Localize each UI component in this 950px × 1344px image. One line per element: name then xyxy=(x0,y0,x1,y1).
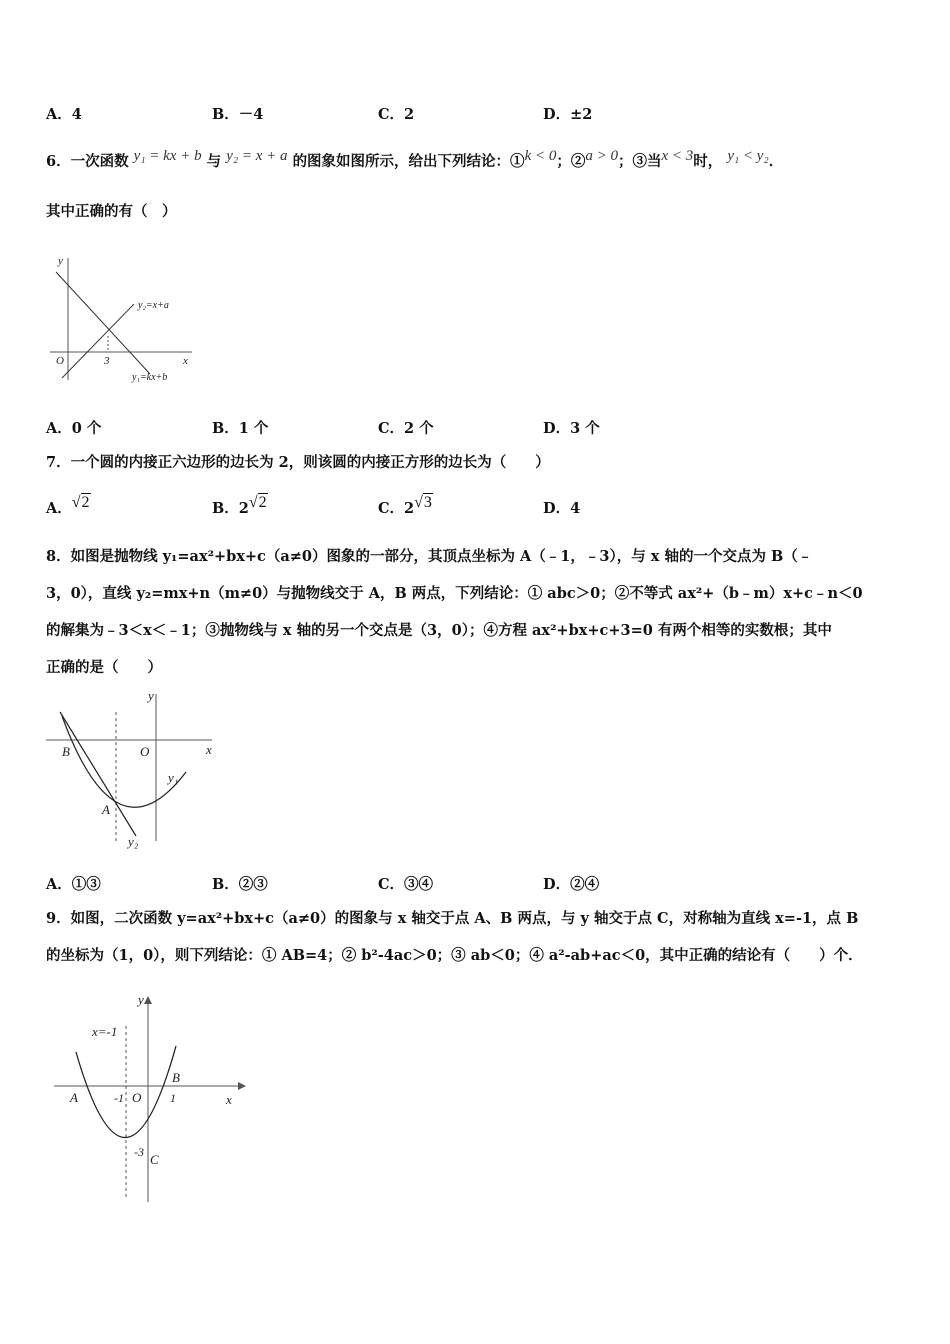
q8-line-y2 xyxy=(60,712,136,836)
q9-one-label: 1 xyxy=(170,1091,176,1105)
q7-option-c-label: C．2 xyxy=(378,500,415,517)
q8-x-label: x xyxy=(206,742,212,757)
q7-option-c xyxy=(378,494,433,518)
q7-option-a-sqrt: √2 xyxy=(71,494,90,511)
q5-option-b: B．－4 xyxy=(212,106,264,123)
q9-y-label: y xyxy=(138,992,144,1007)
q6-x-label: x xyxy=(183,355,188,367)
q8-y2-label: y₂ xyxy=(128,834,139,849)
q5-option-a: A．4 xyxy=(46,106,82,123)
q9-symmetry-label: x=-1 xyxy=(92,1024,118,1039)
q9-point-c-label: C xyxy=(150,1152,159,1167)
q9-line-1: 9．如图，二次函数 y=ax²+bx+c（a≠0）的图象与 x 轴交于点 A、B 两点，与 y 轴交于点 C，对称轴为直线 x=-1，点 B xyxy=(46,910,859,927)
q9-minus-three-label: -3 xyxy=(134,1145,144,1159)
q7-option-b-radicand: 2 xyxy=(258,494,267,511)
q7-option-b-sqrt: √2 xyxy=(248,494,267,511)
q6-sep1: ；② xyxy=(556,153,586,170)
q7-option-c-radicand: 3 xyxy=(423,494,432,511)
q6-end: ． xyxy=(768,153,784,170)
q6-line-y2-label: y₂=x+a xyxy=(138,300,169,311)
q6-text1: 的图象如图所示，给出下列结论：① xyxy=(292,153,525,170)
q6-cond-4: y₁ < y₂ xyxy=(727,148,769,164)
q8-option-d: D．②④ xyxy=(543,876,600,893)
q6-with: 与 xyxy=(206,153,222,170)
q7-option-b-label: B．2 xyxy=(212,500,249,517)
q6-question-line: 其中正确的有（ ） xyxy=(46,203,177,220)
q8-origin-label: O xyxy=(140,744,150,759)
q6-cond-3: x < 3 xyxy=(661,148,694,164)
q6-origin-label: O xyxy=(56,355,64,367)
q7-option-a-radicand: 2 xyxy=(81,494,90,511)
q9-y-arrow xyxy=(144,996,152,1004)
q6-graph xyxy=(46,252,206,392)
q6-cond-2: a > 0 xyxy=(585,148,618,164)
q6-formula-2: y₂ = x + a xyxy=(226,148,288,164)
q7-option-c-sqrt: √3 xyxy=(414,494,432,511)
q6-stem xyxy=(46,150,783,171)
q6-y-label: y xyxy=(58,255,63,267)
q8-line-4: 正确的是（ ） xyxy=(46,659,162,676)
q8-option-a: A．①③ xyxy=(46,876,101,893)
q6-line-y1-label: y₁=kx+b xyxy=(132,372,168,383)
q5-option-c: C．2 xyxy=(378,106,415,123)
q9-x-arrow xyxy=(238,1082,246,1090)
q7-option-a xyxy=(46,494,91,518)
q9-origin-label: O xyxy=(132,1090,142,1105)
q6-sep2: ；③当 xyxy=(617,153,662,170)
q8-option-c: C．③④ xyxy=(378,876,434,893)
q7-option-d: D．4 xyxy=(543,500,581,517)
q5-option-d: D．±2 xyxy=(543,106,593,123)
q9-graph xyxy=(46,990,256,1210)
q8-point-b-label: B xyxy=(62,744,70,759)
q9-x-label: x xyxy=(226,1092,232,1107)
q9-line-2: 的坐标为（1，0），则下列结论：① AB=4；② b²-4ac＞0；③ ab＜0；④ a²-ab+ac＜0，其中正确的结论有（ ）个． xyxy=(46,947,863,964)
q9-minus-one-label: -1 xyxy=(114,1091,124,1105)
q6-option-b: B．1 个 xyxy=(212,420,269,437)
q6-three-label: 3 xyxy=(104,355,110,367)
q6-number: 6．一次函数 xyxy=(46,153,129,170)
q8-y1-label: y₁ xyxy=(168,770,179,785)
q7-stem: 7．一个圆的内接正六边形的边长为 2，则该圆的内接正方形的边长为（ ） xyxy=(46,454,550,471)
q7-option-b xyxy=(212,494,268,518)
q8-y-label: y xyxy=(148,688,154,703)
q6-line-y1 xyxy=(56,272,150,374)
q6-option-d: D．3 个 xyxy=(543,420,600,437)
q9-point-b-label: B xyxy=(172,1070,180,1085)
q8-line-1: 8．如图是抛物线 y₁=ax²+bx+c（a≠0）图象的一部分，其顶点坐标为 A（﹣1，﹣3），与 x 轴的一个交点为 B（﹣ xyxy=(46,548,813,565)
q8-option-b: B．②③ xyxy=(212,876,268,893)
q9-point-a-label: A xyxy=(70,1090,78,1105)
q6-line-y2 xyxy=(62,304,134,378)
q8-graph xyxy=(46,686,226,856)
q8-line-3: 的解集为﹣3＜x＜﹣1；③抛物线与 x 轴的另一个交点是（3，0）；④方程 ax²+bx+c+3=0 有两个相等的实数根；其中 xyxy=(46,622,832,639)
q8-point-a-label: A xyxy=(102,802,110,817)
q6-cond-1: k < 0 xyxy=(524,148,557,164)
q6-option-c: C．2 个 xyxy=(378,420,434,437)
q6-option-a: A．0 个 xyxy=(46,420,102,437)
q8-line-2: 3，0），直线 y₂=mx+n（m≠0）与抛物线交于 A，B 两点，下列结论：① abc＞0；②不等式 ax²+（b﹣m）x+c﹣n＜0 xyxy=(46,585,863,602)
q7-option-a-label: A． xyxy=(46,500,72,517)
q6-formula-1: y₁ = kx + b xyxy=(133,148,202,164)
q6-when: 时， xyxy=(693,153,723,170)
q8-parabola-y1 xyxy=(62,716,186,807)
